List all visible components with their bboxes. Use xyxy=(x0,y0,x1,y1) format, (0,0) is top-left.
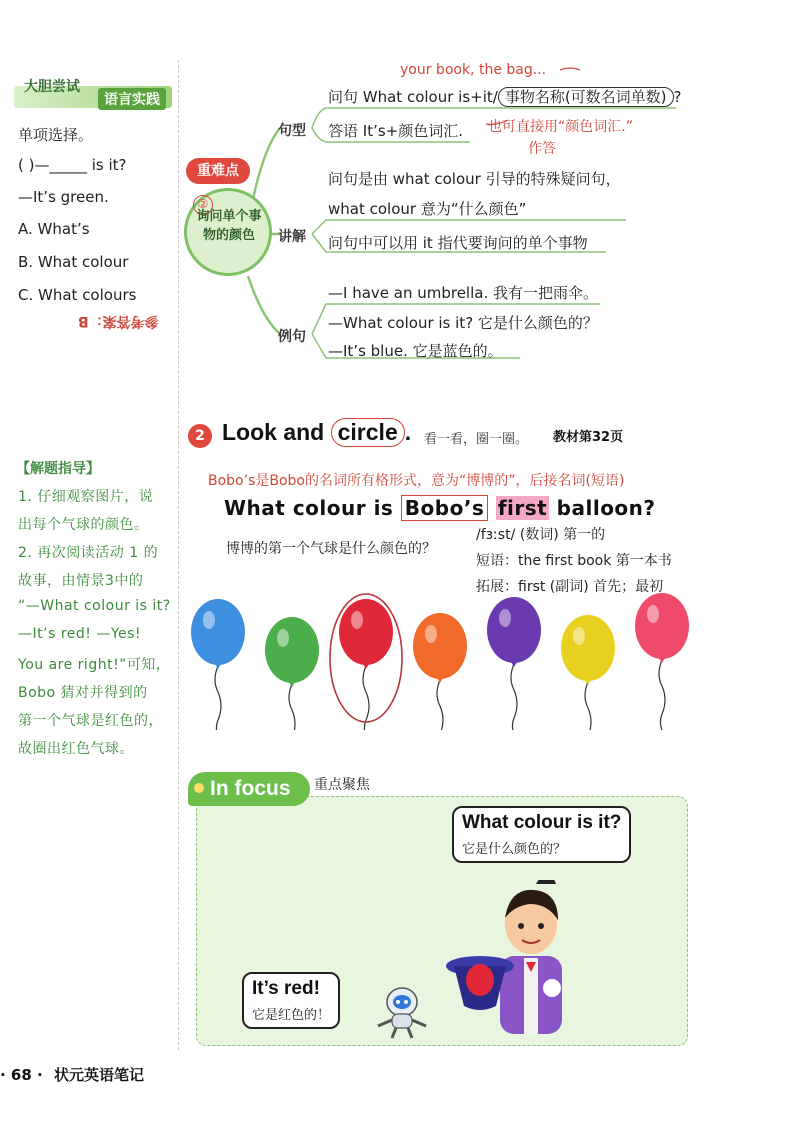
page-number: · 68 · xyxy=(0,1066,43,1084)
branch-explain: 讲解 xyxy=(278,229,306,245)
question-line: ( )—_____ is it? xyxy=(18,156,127,174)
question-translation: 博博的第一个气球是什么颜色的？ xyxy=(226,541,436,557)
balloon-1 xyxy=(265,617,319,730)
balloon-3 xyxy=(413,613,467,730)
guide-line: Bobo 猜对并得到的 xyxy=(18,685,148,701)
focus-tab: In focus xyxy=(188,772,310,806)
question-boxed: 事物名称(可数名词单数) xyxy=(498,87,674,107)
title-circle-word: circle xyxy=(331,418,405,447)
sidebar-divider xyxy=(178,60,179,1050)
first-note-3: 拓展：first (副词) 首先；最初 xyxy=(476,579,664,595)
bubble-answer-cn: 它是红色的！ xyxy=(252,1008,331,1023)
guide-line: 2. 再次阅读活动 1 的 xyxy=(18,545,159,561)
top-note: your book, the bag... xyxy=(400,62,547,78)
example-line-3: —It’s blue. 它是蓝色的。 xyxy=(328,342,503,360)
explain-line-1: 问句是由 what colour 引导的特殊疑问句， xyxy=(328,170,621,188)
title-part-b: . xyxy=(404,419,412,445)
key-point-chip: 重难点 xyxy=(186,158,250,184)
option-c: C. What colours xyxy=(18,286,137,304)
sidebar xyxy=(0,0,178,1050)
topic-label: 询问单个事物的颜色 xyxy=(196,209,262,243)
page-footer xyxy=(0,1064,144,1085)
balloon-2 xyxy=(339,599,393,730)
example-line-1: —I have an umbrella. 我有一把雨伞。 xyxy=(328,284,599,302)
tag-bottom-text: 语言实践 xyxy=(98,88,166,110)
section-title xyxy=(222,418,411,447)
guide-title: 【解题指导】 xyxy=(16,461,100,477)
branch-pattern: 句型 xyxy=(278,123,306,139)
section-number: 2 xyxy=(188,424,212,448)
textbook-reference: 教材第32页 xyxy=(553,430,624,445)
question-type: 单项选择。 xyxy=(18,126,94,144)
speech-bubble-answer xyxy=(242,972,340,1029)
guide-line: 故圈出红色气球。 xyxy=(18,741,134,757)
option-b: B. What colour xyxy=(18,253,129,271)
topic-node xyxy=(184,188,272,276)
question-pattern xyxy=(328,86,682,107)
answer-note-1: 也可直接用“颜色词汇.” xyxy=(488,119,633,135)
option-a: A. What’s xyxy=(18,220,90,238)
branch-example: 例句 xyxy=(278,329,306,345)
bubble-question-cn: 它是什么颜色的？ xyxy=(462,842,567,857)
grammar-note: Bobo’s是Bobo的名词所有格形式，意为“博博的”，后接名词(短语) xyxy=(208,473,625,489)
guide-line: 1. 仔细观察图片，说 xyxy=(18,489,154,505)
question-suffix: ? xyxy=(673,88,682,106)
guide-line: —It’s red! —Yes! xyxy=(18,626,142,642)
guide-line: 故事，由情景3中的 xyxy=(18,573,144,589)
book-name: 状元英语笔记 xyxy=(53,1066,144,1084)
balloons-illustration xyxy=(180,590,700,730)
topic-number: ② xyxy=(193,195,213,215)
answer-note-2: 作答 xyxy=(528,141,556,157)
question-boxed-word: Bobo’s xyxy=(401,495,489,521)
guide-line: 第一个气球是红色的， xyxy=(18,713,163,729)
answer-pattern: 答语 It’s+颜色词汇. xyxy=(328,122,463,140)
robot-illustration xyxy=(366,984,438,1040)
question-highlight-word: first xyxy=(497,496,548,520)
answer-line: —It’s green. xyxy=(18,188,109,206)
speech-bubble-question xyxy=(452,806,631,863)
question-a: What colour is xyxy=(224,496,401,520)
question-b: balloon? xyxy=(549,496,656,520)
guide-line: You are right!”可知， xyxy=(18,657,171,673)
question-prefix: 问句 What colour is+it/ xyxy=(328,88,498,106)
magician-illustration xyxy=(430,880,590,1040)
main-question xyxy=(224,496,656,520)
guide-line: 出每个气球的颜色。 xyxy=(18,517,149,533)
balloon-0 xyxy=(191,599,245,730)
focus-subtitle: 重点聚焦 xyxy=(314,777,370,793)
balloon-4 xyxy=(487,597,541,730)
explain-line-2: what colour 意为“什么颜色” xyxy=(328,200,527,218)
first-note-1: /fɜːst/ (数词) 第一的 xyxy=(476,527,606,543)
first-note-2: 短语：the first book 第一本书 xyxy=(476,553,672,569)
guide-line: “—What colour is it? xyxy=(18,598,171,614)
explain-line-3: 问句中可以用 it 指代要询问的单个事物 xyxy=(328,234,588,252)
tag-top-text: 大胆尝试 xyxy=(24,79,80,95)
bubble-question-en: What colour is it? xyxy=(462,812,622,833)
bubble-answer-en: It’s red! xyxy=(252,978,320,999)
practice-tag xyxy=(14,76,172,110)
answer-key: 参考答案：B xyxy=(78,313,159,329)
title-part-a: Look and xyxy=(222,419,331,445)
balloon-5 xyxy=(561,615,615,730)
example-line-2: —What colour is it? 它是什么颜色的？ xyxy=(328,314,598,332)
section-subtitle: 看一看，圈一圈。 xyxy=(424,432,529,447)
balloon-6 xyxy=(635,593,689,730)
